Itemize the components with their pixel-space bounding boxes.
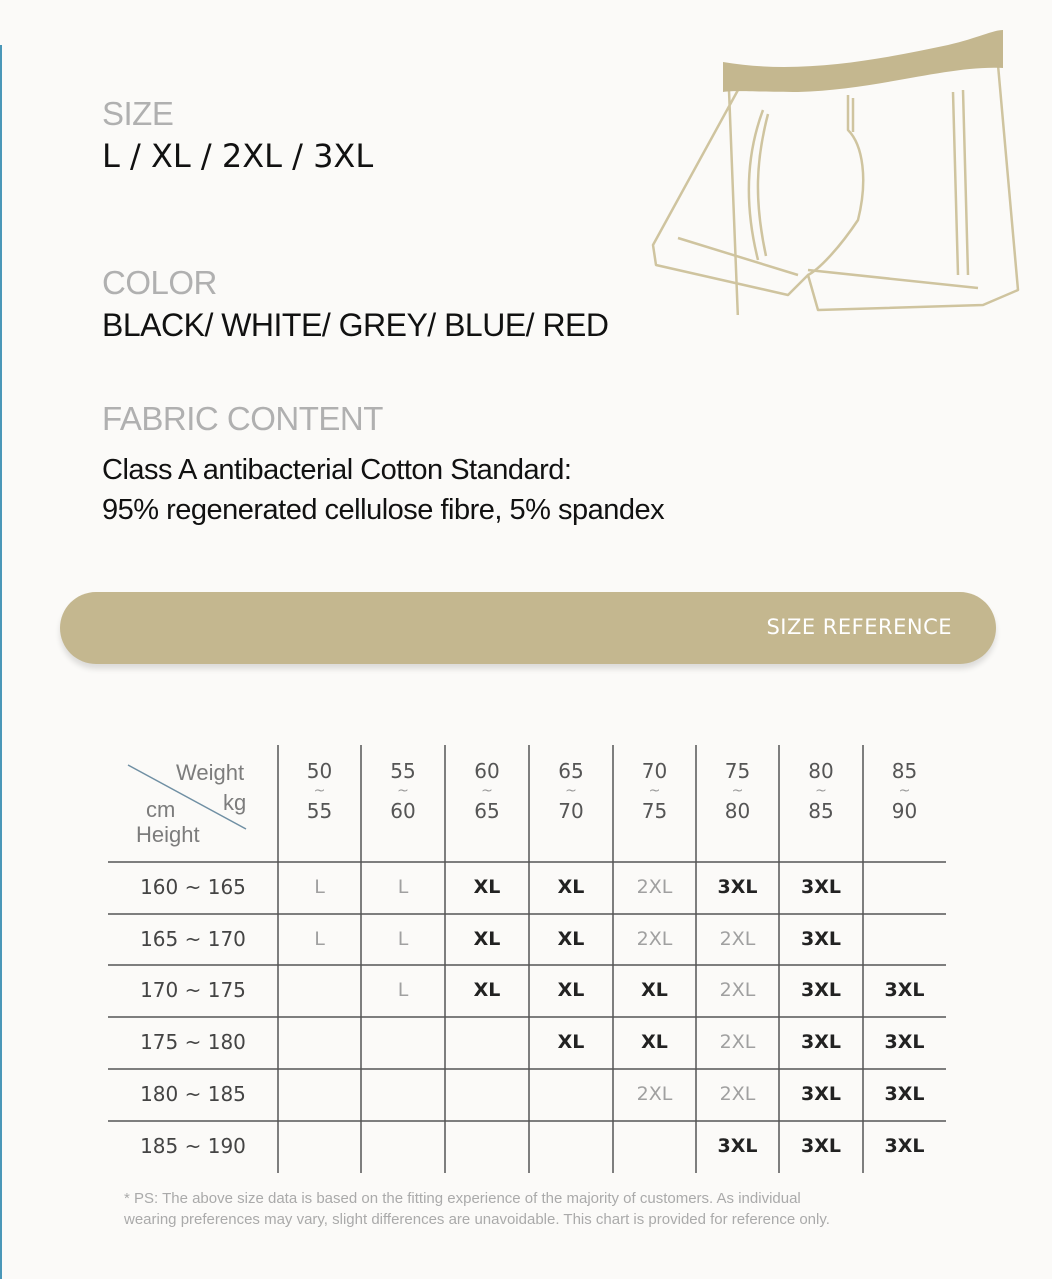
weight-to: 90 — [891, 799, 918, 823]
weight-from: 75 — [724, 759, 751, 783]
size-cell: 3XL — [717, 876, 758, 898]
header-weight-label: Weight — [176, 760, 245, 785]
size-cell: 3XL — [801, 1083, 841, 1105]
size-cell: 2XL — [719, 927, 756, 950]
size-cell: XL — [641, 1031, 668, 1053]
color-value: BLACK/ WHITE/ GREY/ BLUE/ RED — [102, 307, 609, 343]
size-cell: XL — [557, 876, 585, 898]
size-cell: 2XL — [719, 1031, 756, 1053]
size-reference-title: SIZE REFERENCE — [766, 615, 952, 639]
header-kg-label: kg — [223, 790, 247, 815]
size-cell: 2XL — [636, 927, 673, 950]
weight-to: 60 — [390, 799, 416, 823]
size-table — [108, 745, 948, 1175]
size-value: L / XL / 2XL / 3XL — [102, 137, 374, 175]
weight-from: 60 — [474, 759, 500, 783]
size-cell: 3XL — [884, 1083, 925, 1105]
header-cm-label: cm — [146, 797, 176, 822]
weight-from: 65 — [558, 759, 584, 783]
footnote-line-2: wearing preferences may vary, slight differences are unavoidable. This chart is provided for reference only. — [124, 1211, 830, 1228]
weight-to: 65 — [474, 799, 500, 823]
height-row-label: 180 ~ 185 — [140, 1082, 246, 1106]
size-label: SIZE — [102, 95, 174, 132]
size-cell: XL — [641, 979, 668, 1001]
size-cell: XL — [473, 979, 501, 1001]
size-cell: L — [397, 927, 409, 950]
size-cell: 3XL — [884, 979, 925, 1001]
weight-tilde: ~ — [648, 783, 661, 799]
weight-to: 85 — [808, 799, 834, 823]
size-cell: 3XL — [801, 927, 841, 950]
weight-tilde: ~ — [481, 783, 493, 799]
weight-column-header — [280, 760, 360, 822]
weight-tilde: ~ — [565, 783, 577, 799]
height-row-label: 185 ~ 190 — [140, 1134, 246, 1158]
size-cell: 3XL — [801, 1031, 841, 1053]
weight-column-header — [615, 760, 695, 822]
footnote-line-1: * PS: The above size data is based on the fitting experience of the majority of customers. As individual — [124, 1190, 801, 1207]
size-cell: 2XL — [719, 979, 756, 1001]
color-label: COLOR — [102, 264, 217, 301]
height-row-label: 175 ~ 180 — [140, 1030, 246, 1054]
size-cell: 3XL — [801, 1135, 841, 1157]
size-cell: 2XL — [636, 876, 673, 898]
fabric-content-label: FABRIC CONTENT — [102, 400, 383, 437]
weight-column-header — [531, 760, 611, 822]
weight-to: 55 — [306, 799, 333, 823]
weight-to: 75 — [641, 799, 668, 823]
size-cell: XL — [557, 1031, 585, 1053]
weight-column-header — [781, 760, 861, 822]
size-cell: XL — [473, 876, 501, 898]
weight-from: 80 — [808, 759, 834, 783]
weight-column-header — [447, 760, 527, 822]
left-edge-line — [0, 45, 2, 1279]
size-cell: XL — [473, 927, 501, 950]
size-cell: XL — [557, 927, 585, 950]
weight-from: 85 — [891, 759, 918, 783]
weight-from: 50 — [306, 759, 333, 783]
weight-column-header — [363, 760, 443, 822]
size-cell: L — [397, 876, 409, 898]
height-row-label: 160 ~ 165 — [140, 875, 246, 899]
size-cell: 2XL — [719, 1083, 756, 1105]
size-reference-banner — [60, 592, 996, 664]
weight-column-header — [698, 760, 778, 822]
weight-from: 55 — [390, 759, 416, 783]
footnote — [124, 1188, 944, 1230]
size-cell: 3XL — [801, 979, 841, 1001]
size-cell: 3XL — [717, 1135, 758, 1157]
fabric-content-line-1: Class A antibacterial Cotton Standard: — [102, 454, 572, 486]
weight-tilde: ~ — [397, 783, 409, 799]
weight-to: 80 — [724, 799, 751, 823]
size-cell: 3XL — [801, 876, 841, 898]
header-height-label: Height — [136, 822, 200, 847]
boxer-briefs-illustration — [648, 20, 1020, 315]
fabric-content-line-2: 95% regenerated cellulose fibre, 5% spandex — [102, 494, 665, 526]
weight-tilde: ~ — [313, 783, 326, 799]
weight-to: 70 — [558, 799, 584, 823]
size-cell: XL — [557, 979, 585, 1001]
size-cell: L — [314, 876, 325, 898]
height-row-label: 165 ~ 170 — [140, 926, 246, 951]
height-row-label: 170 ~ 175 — [140, 978, 246, 1002]
weight-from: 70 — [641, 759, 668, 783]
size-cell: L — [397, 979, 409, 1001]
weight-tilde: ~ — [815, 783, 827, 799]
weight-column-header — [865, 760, 945, 822]
size-cell: 3XL — [884, 1135, 925, 1157]
size-cell: L — [314, 927, 325, 950]
weight-tilde: ~ — [898, 783, 911, 799]
size-cell: 2XL — [636, 1083, 673, 1105]
size-cell: 3XL — [884, 1031, 925, 1053]
weight-tilde: ~ — [731, 783, 744, 799]
